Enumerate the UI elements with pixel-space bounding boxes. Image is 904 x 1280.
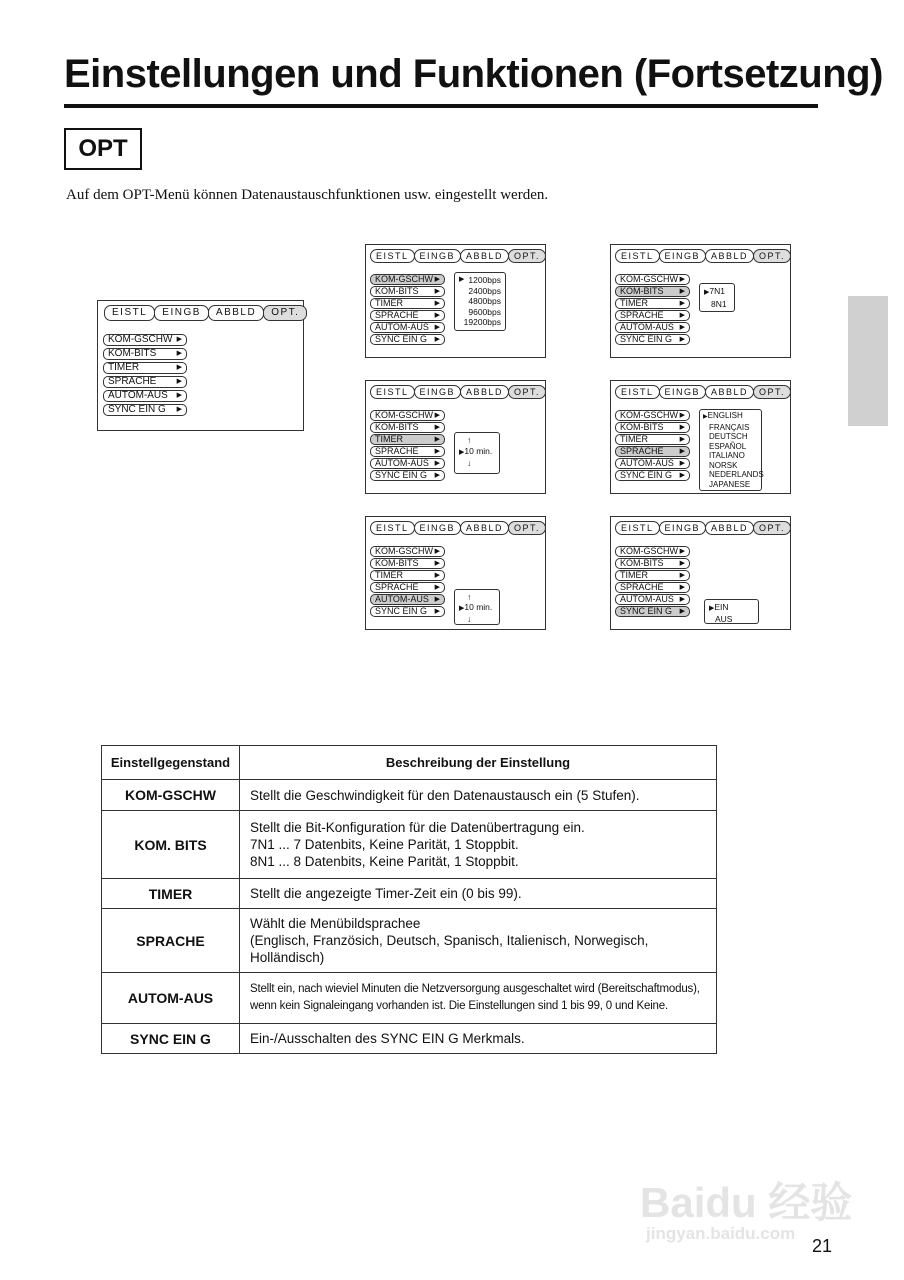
menu-item-timer[interactable]: TIMER ▶ xyxy=(103,362,187,374)
timer-value: 10 min. xyxy=(464,446,493,456)
tab-opt[interactable]: OPT. xyxy=(753,521,791,535)
tab-eingb[interactable]: EINGB xyxy=(414,249,462,263)
language-option[interactable]: ITALIANO xyxy=(709,451,745,460)
bits-option[interactable]: 8N1 xyxy=(711,298,727,309)
tab-eistl[interactable]: EISTL xyxy=(370,385,415,399)
menu-item-sync-ein-g[interactable]: SYNC EIN G ▶ xyxy=(370,470,445,481)
up-arrow-icon[interactable]: ↑ xyxy=(467,435,472,445)
tab-abbld[interactable]: ABBLD xyxy=(460,385,509,399)
intro-text: Auf dem OPT-Menü können Datenaustauschfunktionen usw. eingestellt werden. xyxy=(66,187,549,203)
language-option[interactable]: ▶ENGLISH xyxy=(703,411,743,420)
menu-item-kom-bits[interactable]: KOM-BITS ▶ xyxy=(370,422,445,433)
menu-item-timer[interactable]: TIMER ▶ xyxy=(615,570,690,581)
row-key: KOM. BITS xyxy=(102,811,240,879)
watermark-url: jingyan.baidu.com xyxy=(646,1224,796,1243)
watermark-logo-text: Baidu 经验 xyxy=(640,1179,853,1226)
kom-bits-screen xyxy=(610,244,791,358)
menu-item-sync-ein-g[interactable]: SYNC EIN G ▶ xyxy=(370,334,445,345)
sync-ein-g-screen xyxy=(610,516,791,630)
tab-eistl[interactable]: EISTL xyxy=(615,385,660,399)
sprache-screen xyxy=(610,380,791,494)
down-arrow-icon[interactable]: ↓ xyxy=(467,614,472,624)
menu-item-autom-aus[interactable]: AUTOM-AUS ▶ xyxy=(370,458,445,469)
timer-spinner[interactable]: ↑ ▶10 min. ↓ xyxy=(454,432,500,474)
tab-eistl[interactable]: EISTL xyxy=(615,249,660,263)
title-rule xyxy=(64,104,818,108)
menu-item-kom-bits[interactable]: KOM-BITS ▶ xyxy=(103,348,187,360)
row-description: Wählt die Menübildsprachee (Englisch, Französich, Deutsch, Spanisch, Italienisch, Norwegisch, Holländisch) xyxy=(240,909,717,973)
menu-item-kom-gschw[interactable]: KOM-GSCHW ▶ xyxy=(370,410,445,421)
row-key: SPRACHE xyxy=(102,909,240,973)
row-description: Stellt ein, nach wieviel Minuten die Netzversorgung ausgeschaltet wird (Bereitschaftmodus), wenn kein Signaleingang vorhanden ist. Die Einstellungen sind 1 bis 99, 0 und Keine. xyxy=(240,973,717,1024)
bits-list xyxy=(699,283,735,312)
menu-item-kom-gschw[interactable]: KOM-GSCHW ▶ xyxy=(615,274,690,285)
menu-item-sprache[interactable]: SPRACHE ▶ xyxy=(615,310,690,321)
language-list xyxy=(699,409,762,491)
menu-item-sprache[interactable]: SPRACHE ▶ xyxy=(370,446,445,457)
row-description: Stellt die angezeigte Timer-Zeit ein (0 bis 99). xyxy=(240,879,717,909)
menu-item-kom-gschw[interactable]: KOM-GSCHW ▶ xyxy=(615,546,690,557)
menu-item-autom-aus[interactable]: AUTOM-AUS ▶ xyxy=(370,594,445,605)
table-row xyxy=(102,879,717,909)
menu-item-timer[interactable]: TIMER ▶ xyxy=(615,298,690,309)
menu-item-autom-aus[interactable]: AUTOM-AUS ▶ xyxy=(103,390,187,402)
tab-abbld[interactable]: ABBLD xyxy=(460,249,509,263)
tab-eistl[interactable]: EISTL xyxy=(370,249,415,263)
menu-item-timer[interactable]: TIMER ▶ xyxy=(370,298,445,309)
tab-abbld[interactable]: ABBLD xyxy=(460,521,509,535)
menu-item-timer[interactable]: TIMER ▶ xyxy=(370,434,445,445)
menu-item-kom-bits[interactable]: KOM-BITS ▶ xyxy=(615,422,690,433)
bits-option[interactable]: ▶7N1 xyxy=(704,286,725,296)
menu-item-sprache[interactable]: SPRACHE ▶ xyxy=(615,582,690,593)
baud-option[interactable]: 2400bps xyxy=(468,285,501,296)
table-row xyxy=(102,909,717,973)
tab-eingb[interactable]: EINGB xyxy=(154,305,209,321)
tab-abbld[interactable]: ABBLD xyxy=(208,305,264,321)
autom-aus-spinner[interactable]: ↑ ▶10 min. ↓ xyxy=(454,589,500,625)
page-title: Einstellungen und Funktionen (Fortsetzung) xyxy=(64,52,883,96)
language-option[interactable]: DEUTSCH xyxy=(709,432,748,441)
menu-item-sync-ein-g[interactable]: SYNC EIN G ▶ xyxy=(370,606,445,617)
row-description: Ein-/Ausschalten des SYNC EIN G Merkmals. xyxy=(240,1024,717,1054)
menu-item-kom-gschw[interactable]: KOM-GSCHW ▶ xyxy=(103,334,187,346)
section-label: OPT xyxy=(64,128,142,170)
watermark xyxy=(640,1150,853,1250)
column-header-item: Einstellgegenstand xyxy=(102,746,240,780)
tab-eingb[interactable]: EINGB xyxy=(659,385,707,399)
row-key: TIMER xyxy=(102,879,240,909)
baud-option[interactable]: ▶ 1200bps xyxy=(459,275,501,285)
baud-rate-list xyxy=(454,272,506,331)
row-description: Stellt die Bit-Konfiguration für die Datenübertragung ein. 7N1 ... 7 Datenbits, Keine Parität, 1 Stoppbit. 8N1 ... 8 Datenbits, Keine Parität, 1 Stoppbit. xyxy=(240,811,717,879)
kom-gschw-screen xyxy=(365,244,546,358)
autom-aus-screen xyxy=(365,516,546,630)
row-key: AUTOM-AUS xyxy=(102,973,240,1024)
baud-option[interactable]: 4800bps xyxy=(468,296,501,306)
tab-eingb[interactable]: EINGB xyxy=(659,521,707,535)
tab-abbld[interactable]: ABBLD xyxy=(705,521,754,535)
tab-opt[interactable]: OPT. xyxy=(508,385,546,399)
menu-item-autom-aus[interactable]: AUTOM-AUS ▶ xyxy=(615,322,690,333)
menu-item-autom-aus[interactable]: AUTOM-AUS ▶ xyxy=(370,322,445,333)
row-key: SYNC EIN G xyxy=(102,1024,240,1054)
menu-item-timer[interactable]: TIMER ▶ xyxy=(370,570,445,581)
down-arrow-icon[interactable]: ↓ xyxy=(467,458,472,468)
tab-abbld[interactable]: ABBLD xyxy=(705,249,754,263)
column-header-description: Beschreibung der Einstellung xyxy=(240,746,717,780)
menu-item-sprache[interactable]: SPRACHE ▶ xyxy=(370,582,445,593)
menu-item-kom-gschw[interactable]: KOM-GSCHW ▶ xyxy=(370,546,445,557)
page-number: 21 xyxy=(812,1236,833,1256)
language-option[interactable]: NORSK xyxy=(709,460,738,470)
side-tab-marker xyxy=(848,296,888,426)
language-option[interactable]: JAPANESE xyxy=(709,479,751,489)
menu-item-sync-ein-g[interactable]: SYNC EIN G ▶ xyxy=(103,404,187,416)
tab-opt[interactable]: OPT. xyxy=(508,521,546,535)
tab-opt[interactable]: OPT. xyxy=(263,305,307,321)
language-option[interactable]: NEDERLANDS xyxy=(709,470,764,479)
menu-item-sync-ein-g[interactable]: SYNC EIN G ▶ xyxy=(615,470,690,481)
menu-item-sync-ein-g[interactable]: SYNC EIN G ▶ xyxy=(615,606,690,617)
tab-opt[interactable]: OPT. xyxy=(508,249,546,263)
menu-item-sprache[interactable]: SPRACHE ▶ xyxy=(370,310,445,321)
row-description: Stellt die Geschwindigkeit für den Datenaustausch ein (5 Stufen). xyxy=(240,780,717,811)
row-key: KOM-GSCHW xyxy=(102,780,240,811)
tab-opt[interactable]: OPT. xyxy=(753,385,791,399)
up-arrow-icon[interactable]: ↑ xyxy=(467,592,472,602)
menu-item-sprache[interactable]: SPRACHE ▶ xyxy=(615,446,690,457)
sync-option[interactable]: ▶EIN xyxy=(709,602,729,612)
table-row xyxy=(102,1024,717,1054)
tab-eingb[interactable]: EINGB xyxy=(659,249,707,263)
menu-item-kom-gschw[interactable]: KOM-GSCHW ▶ xyxy=(615,410,690,421)
autom-aus-value: 10 min. xyxy=(464,602,493,612)
baud-option[interactable]: 19200bps xyxy=(463,317,501,327)
tab-eistl[interactable]: EISTL xyxy=(615,521,660,535)
menu-item-sprache[interactable]: SPRACHE ▶ xyxy=(103,376,187,388)
table-row xyxy=(102,811,717,879)
menu-item-sync-ein-g[interactable]: SYNC EIN G ▶ xyxy=(615,334,690,345)
timer-screen xyxy=(365,380,546,494)
opt-menu-screen xyxy=(97,300,304,431)
tab-eingb[interactable]: EINGB xyxy=(414,521,462,535)
tab-eistl[interactable]: EISTL xyxy=(370,521,415,535)
language-option[interactable]: FRANÇAIS xyxy=(709,422,750,432)
language-option[interactable]: ESPAÑOL xyxy=(709,441,747,451)
table-header-row xyxy=(102,746,717,780)
menu-item-autom-aus[interactable]: AUTOM-AUS ▶ xyxy=(615,594,690,605)
table-row xyxy=(102,973,717,1024)
tab-abbld[interactable]: ABBLD xyxy=(705,385,754,399)
tab-opt[interactable]: OPT. xyxy=(753,249,791,263)
menu-item-kom-bits[interactable]: KOM-BITS ▶ xyxy=(370,558,445,569)
menu-item-kom-bits[interactable]: KOM-BITS ▶ xyxy=(370,286,445,297)
menu-item-autom-aus[interactable]: AUTOM-AUS ▶ xyxy=(615,458,690,469)
menu-item-kom-gschw[interactable]: KOM-GSCHW ▶ xyxy=(370,274,445,285)
settings-description-table xyxy=(101,745,717,1054)
sync-option[interactable]: AUS xyxy=(715,614,733,624)
tab-eingb[interactable]: EINGB xyxy=(414,385,462,399)
menu-item-timer[interactable]: TIMER ▶ xyxy=(615,434,690,445)
table-row xyxy=(102,780,717,811)
menu-item-kom-bits[interactable]: KOM-BITS ▶ xyxy=(615,558,690,569)
sync-option-list xyxy=(704,599,759,624)
menu-item-kom-bits[interactable]: KOM-BITS ▶ xyxy=(615,286,690,297)
baud-option[interactable]: 9600bps xyxy=(468,306,501,317)
tab-eistl[interactable]: EISTL xyxy=(104,305,155,321)
